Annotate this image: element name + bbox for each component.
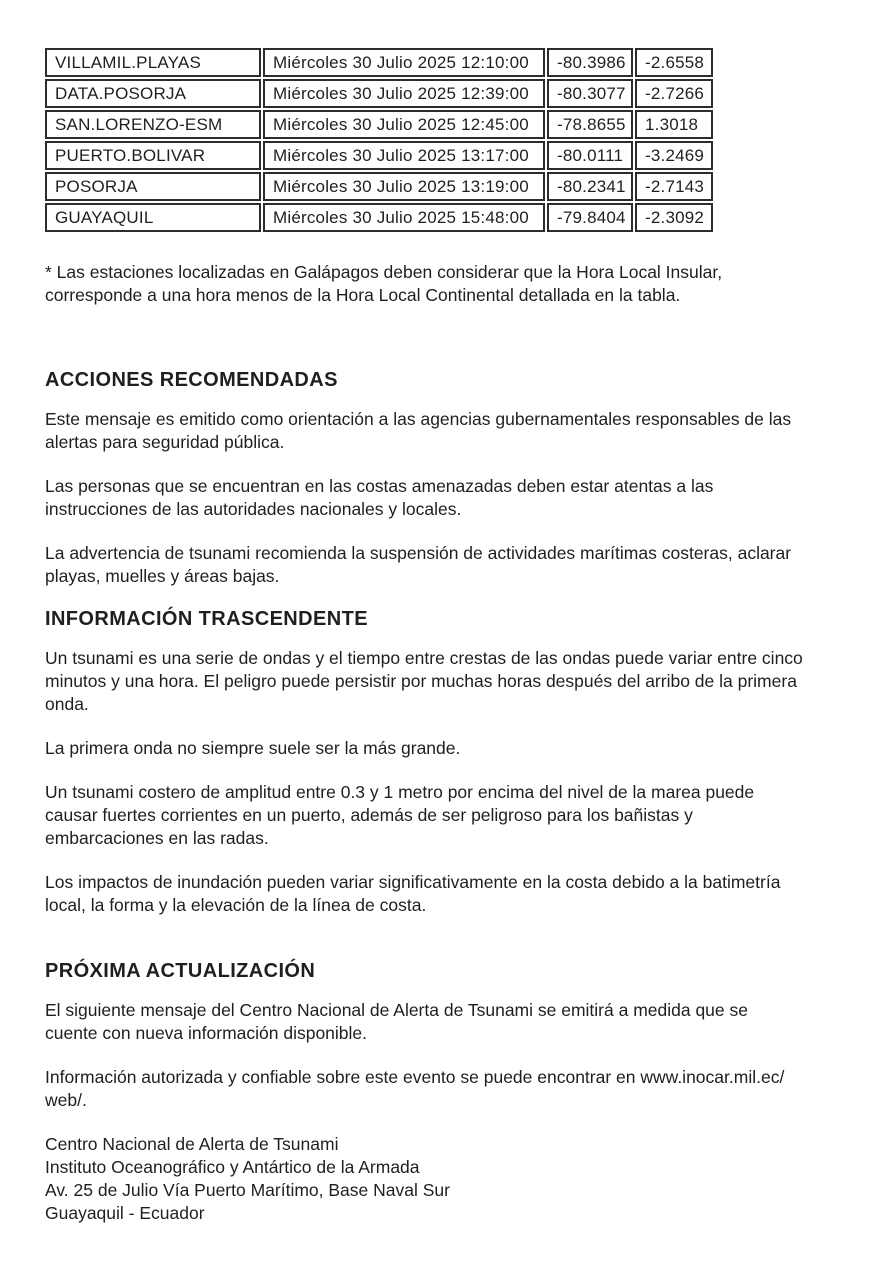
station-cell: POSORJA <box>45 172 261 201</box>
paragraph-informacion-3: Un tsunami costero de amplitud entre 0.3 y 1 metro por encima del nivel de la marea puede causar fuertes corrientes en un puerto, además de ser peligroso para los bañistas y embarcaciones en las radas. <box>45 782 755 848</box>
paragraph-proxima-1: El siguiente mensaje del Centro Nacional de Alerta de Tsunami se emitirá a medida que se cuente con nueva información disponible. <box>45 1000 748 1043</box>
latitude-cell: 1.3018 <box>635 110 713 139</box>
latitude-cell: -2.7266 <box>635 79 713 108</box>
longitude-cell: -78.8655 <box>547 110 633 139</box>
latitude-cell: -2.3092 <box>635 203 713 232</box>
paragraph-proxima-2: Información autorizada y confiable sobre este evento se puede encontrar en www.inocar.mil.ec/ web/. <box>45 1067 785 1110</box>
longitude-cell: -80.2341 <box>547 172 633 201</box>
latitude-cell: -2.7143 <box>635 172 713 201</box>
datetime-cell: Miércoles 30 Julio 2025 15:48:00 <box>263 203 545 232</box>
table-row <box>45 110 713 139</box>
station-arrival-table <box>43 46 715 234</box>
station-cell: PUERTO.BOLIVAR <box>45 141 261 170</box>
paragraph-acciones-2: Las personas que se encuentran en las costas amenazadas deben estar atentas a las instrucciones de las autoridades nacionales y locales. <box>45 476 714 519</box>
station-cell: DATA.POSORJA <box>45 79 261 108</box>
station-cell: GUAYAQUIL <box>45 203 261 232</box>
datetime-cell: Miércoles 30 Julio 2025 13:19:00 <box>263 172 545 201</box>
latitude-cell: -3.2469 <box>635 141 713 170</box>
longitude-cell: -79.8404 <box>547 203 633 232</box>
paragraph-informacion-4: Los impactos de inundación pueden variar significativamente en la costa debido a la batimetría local, la forma y la elevación de la línea de costa. <box>45 872 781 915</box>
paragraph-acciones-3: La advertencia de tsunami recomienda la suspensión de actividades marítimas costeras, aclarar playas, muelles y áreas bajas. <box>45 543 792 586</box>
latitude-cell: -2.6558 <box>635 48 713 77</box>
section-heading-informacion: INFORMACIÓN TRASCENDENTE <box>45 608 368 630</box>
datetime-cell: Miércoles 30 Julio 2025 12:10:00 <box>263 48 545 77</box>
section-heading-acciones: ACCIONES RECOMENDADAS <box>45 369 338 391</box>
paragraph-acciones-1: Este mensaje es emitido como orientación a las agencias gubernamentales responsables de las alertas para seguridad pública. <box>45 409 792 452</box>
longitude-cell: -80.3077 <box>547 79 633 108</box>
table-row <box>45 141 713 170</box>
datetime-cell: Miércoles 30 Julio 2025 12:45:00 <box>263 110 545 139</box>
table-row <box>45 79 713 108</box>
galapagos-note: * Las estaciones localizadas en Galápagos deben considerar que la Hora Local Insular, corresponde a una hora menos de la Hora Local Continental detallada en la tabla. <box>45 262 723 305</box>
longitude-cell: -80.0111 <box>547 141 633 170</box>
station-cell: SAN.LORENZO-ESM <box>45 110 261 139</box>
station-cell: VILLAMIL.PLAYAS <box>45 48 261 77</box>
section-heading-proxima: PRÓXIMA ACTUALIZACIÓN <box>45 960 316 982</box>
table-row <box>45 48 713 77</box>
table-row <box>45 203 713 232</box>
datetime-cell: Miércoles 30 Julio 2025 13:17:00 <box>263 141 545 170</box>
datetime-cell: Miércoles 30 Julio 2025 12:39:00 <box>263 79 545 108</box>
paragraph-informacion-1: Un tsunami es una serie de ondas y el tiempo entre crestas de las ondas puede variar entre cinco minutos y una hora. El peligro puede persistir por muchas horas después del arribo de la primera onda. <box>45 648 803 714</box>
paragraph-informacion-2: La primera onda no siempre suele ser la más grande. <box>45 738 461 758</box>
longitude-cell: -80.3986 <box>547 48 633 77</box>
footer-address: Centro Nacional de Alerta de Tsunami Instituto Oceanográfico y Antártico de la Armada Av. 25 de Julio Vía Puerto Marítimo, Base Naval Sur Guayaquil - Ecuador <box>45 1134 450 1223</box>
table-row <box>45 172 713 201</box>
